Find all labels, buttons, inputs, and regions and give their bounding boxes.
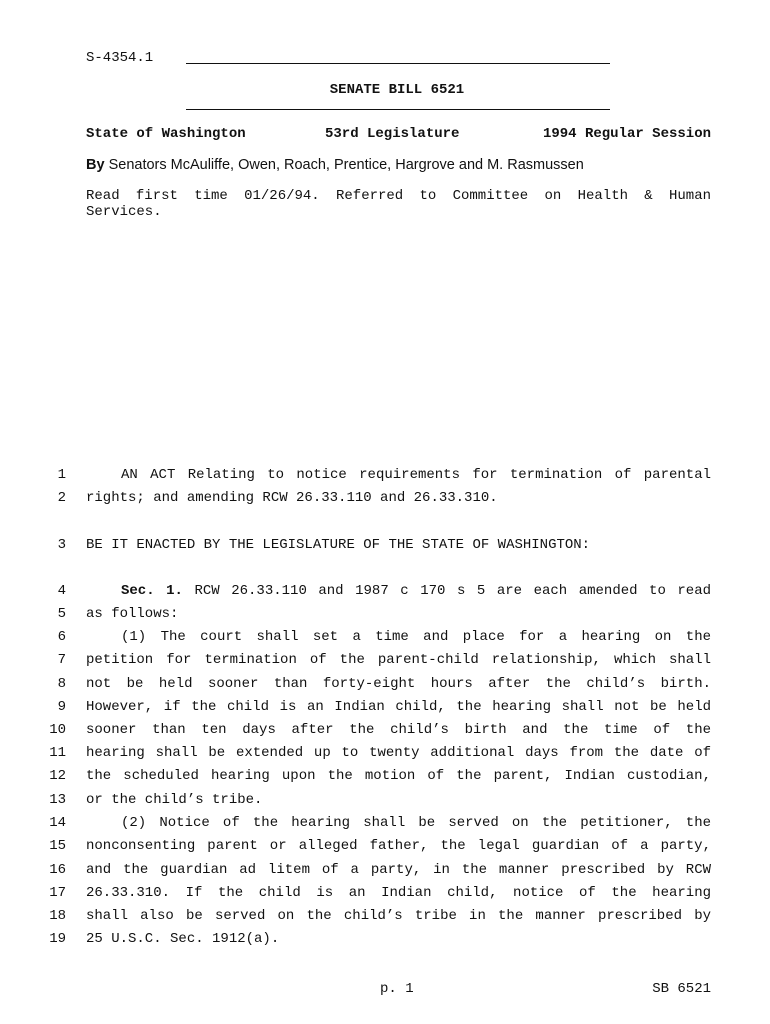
bill-line: not be held sooner than forty-eight hours after the child’s birth. [86,676,711,692]
section-label: Sec. 1. [121,583,183,599]
line-number: 5 [57,606,66,622]
bill-line: 26.33.310. If the child is an Indian child, notice of the hearing [86,885,711,901]
footer-bill-number: SB 6521 [652,981,711,997]
bill-line: sooner than ten days after the child’s birth and the time of the [86,722,711,738]
line-number: 7 [57,652,66,668]
line-number: 8 [57,676,66,692]
read-first-line-1: Read first time 01/26/94. Referred to Committee on Health & Human [86,188,711,204]
line-number: 10 [49,722,66,738]
line-number: 6 [57,629,66,645]
read-first-line-2: Services. [86,204,162,220]
document-id: S-4354.1 [86,50,154,66]
state-label: State of Washington [86,126,246,142]
bill-line: nonconsenting parent or alleged father, the legal guardian of a party, [86,838,711,854]
session-label: 1994 Regular Session [542,126,711,142]
line-number: 9 [57,699,66,715]
bill-line [86,583,711,599]
bill-line: or the child’s tribe. [86,792,263,808]
sponsors-by: By [86,157,105,173]
line-number: 12 [49,768,66,784]
bill-line: hearing shall be extended up to twenty additional days from the date of [86,745,711,761]
bill-line: (1) The court shall set a time and place for a hearing on the [121,629,711,645]
bill-line: rights; and amending RCW 26.33.110 and 26.33.310. [86,490,498,506]
bill-title: SENATE BILL 6521 [329,82,465,98]
line-number: 19 [49,931,66,947]
line-number: 16 [49,862,66,878]
bill-line: AN ACT Relating to notice requirements for termination of parental [121,467,711,483]
line-number: 17 [49,885,66,901]
line-number: 14 [49,815,66,831]
bill-line: the scheduled hearing upon the motion of the parent, Indian custodian, [86,768,711,784]
bill-line: and the guardian ad litem of a party, in the manner prescribed by RCW [86,862,711,878]
bill-line: (2) Notice of the hearing shall be served on the petitioner, the [121,815,711,831]
bill-line: shall also be served on the child’s tribe in the manner prescribed by [86,908,711,924]
bill-header [86,126,711,144]
line-number: 1 [57,467,66,483]
bill-line: petition for termination of the parent-child relationship, which shall [86,652,711,668]
line-number: 3 [57,537,66,553]
bill-line: BE IT ENACTED BY THE LEGISLATURE OF THE STATE OF WASHINGTON: [86,537,591,553]
line-number: 4 [57,583,66,599]
sponsors-names: Senators McAuliffe, Owen, Roach, Prentice, Hargrove and M. Rasmussen [108,157,584,173]
bill-line: 25 U.S.C. Sec. 1912(a). [86,931,280,947]
page-number: p. 1 [380,981,414,997]
read-first-notice [86,188,711,220]
line-number: 15 [49,838,66,854]
line-number: 13 [49,792,66,808]
line-number: 11 [49,745,66,761]
bill-line: as follows: [86,606,179,622]
line-number: 18 [49,908,66,924]
title-rule [186,109,610,110]
section-text: RCW 26.33.110 and 1987 c 170 s 5 are each amended to read [182,583,712,599]
sponsors [86,157,711,173]
bill-line: However, if the child is an Indian child, the hearing shall not be held [86,699,711,715]
top-rule [186,63,610,64]
line-number: 2 [57,490,66,506]
legislature-label: 53rd Legislature [325,126,460,142]
